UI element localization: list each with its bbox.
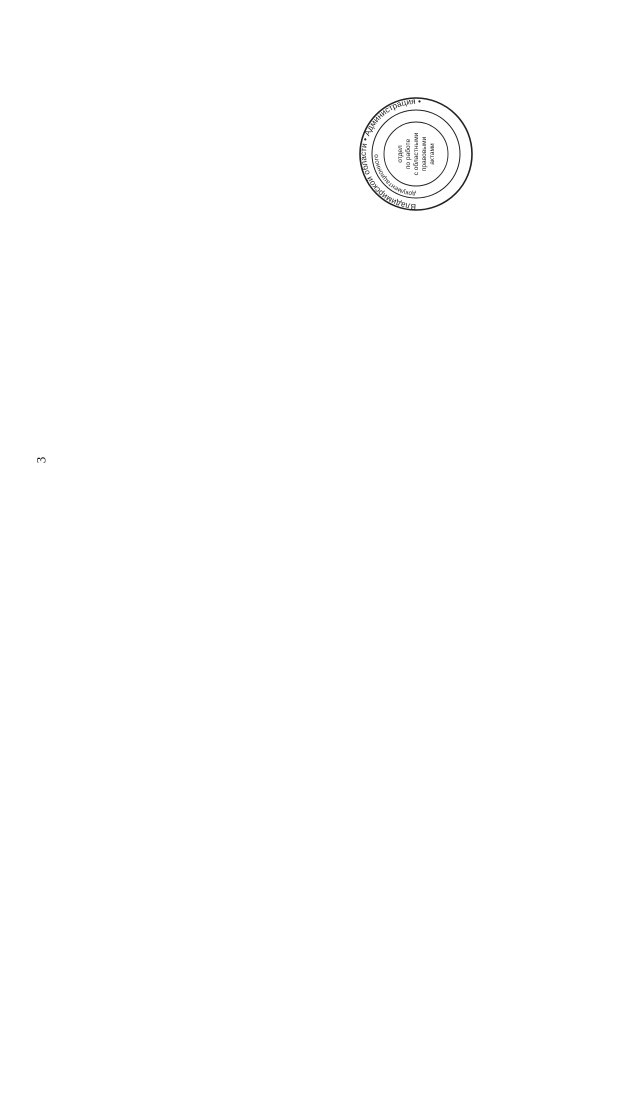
stamp-line: с областными [413, 132, 420, 176]
official-seal [358, 96, 474, 212]
svg-text:Владимирской области • Админис: Владимирской области • Администрация • [358, 96, 422, 212]
stamp-line: по работе [405, 138, 412, 170]
measures-table-rotated [0, 300, 2, 1120]
stamp-line: отдел [397, 145, 404, 163]
stamp-line: правовыми [421, 136, 428, 172]
page-number: 3 [33, 456, 49, 464]
stamp-line: актами [429, 143, 436, 165]
svg-text:документационного: документационного [372, 154, 417, 198]
